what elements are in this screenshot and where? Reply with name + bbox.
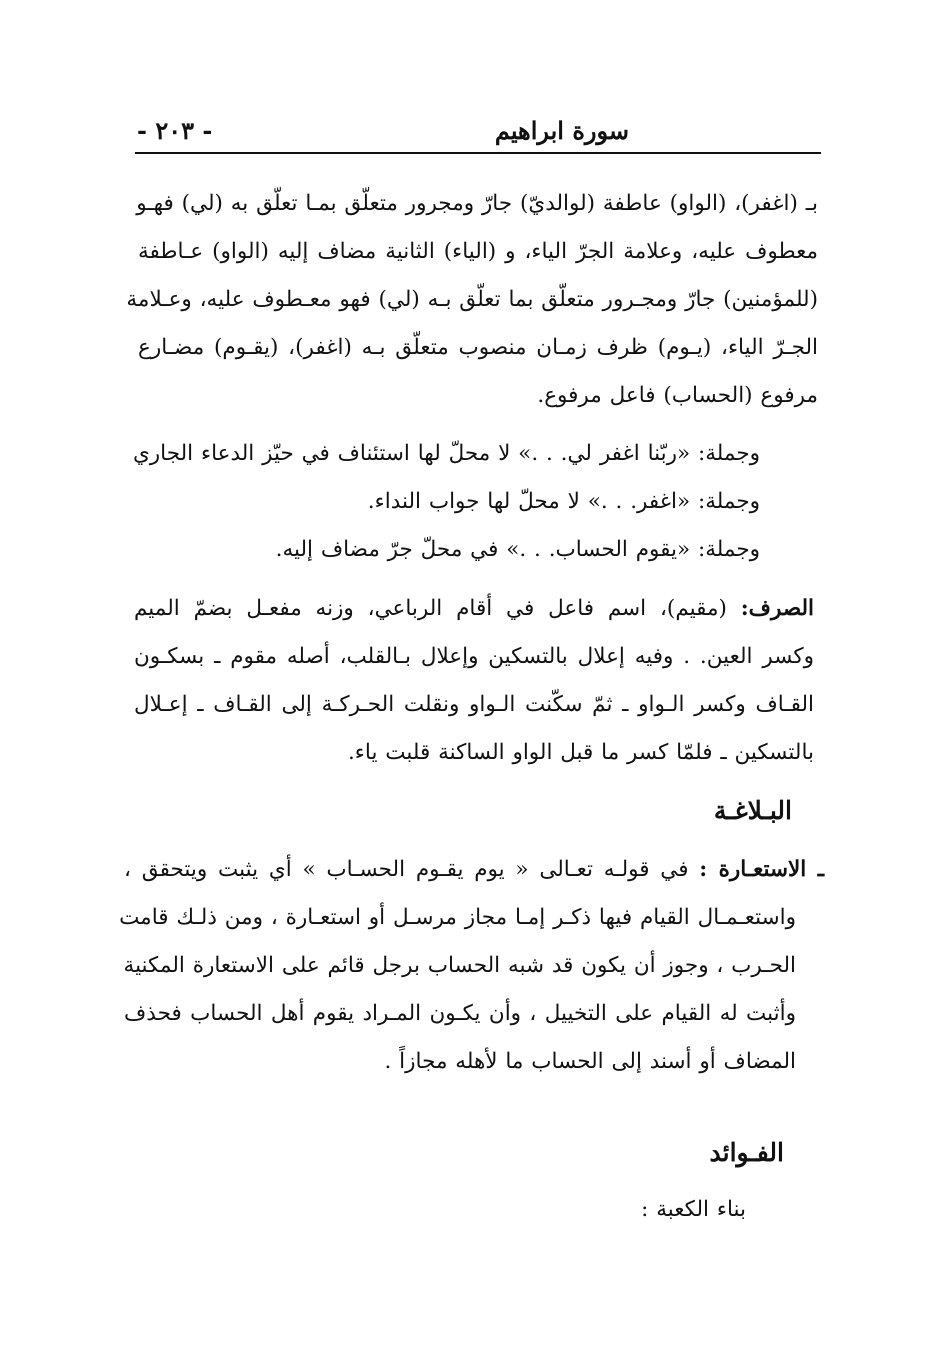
text-line: ـ الاستعـارة : في قولـه تعـالى « يوم يقـوم الحسـاب » أي يثبت ويتحقق ، — [124, 857, 824, 882]
surah-title: سورة ابراهيم — [494, 116, 629, 145]
page-number: - ٢٠٣ - — [137, 116, 213, 145]
text-line: الصرف: (مقيم)، اسم فاعل في أقام الرباعي، وزنه مفعـل بضمّ الميم — [134, 596, 814, 621]
sarf-paragraph — [134, 585, 814, 777]
sentence-line: وجملة: «يقوم الحساب. . .» في محلّ جرّ مضاف إليه. — [275, 537, 760, 562]
fawaid-heading: الفـوائد — [709, 1138, 784, 1167]
sentences-block — [132, 430, 760, 574]
text-line: بالتسكين ـ فلمّا كسر ما قبل الواو الساكنة قلبت ياء. — [347, 740, 814, 765]
text-line: القـاف وكسر الـواو ـ ثمّ سكّنت الـواو ونقلت الحـركـة إلى القـاف ـ إعـلال — [134, 692, 814, 717]
text-line: الحـرب ، وجوز أن يكون قد شبه الحساب برجل قائم على الاستعارة المكنية — [123, 953, 796, 978]
text-line: وكسر العين. . وفيه إعلال بالتسكين وإعلال بـالقلب، أصله مقوم ـ بسكـون — [134, 644, 814, 669]
text-line: الجـرّ الياء، (يـوم) ظرف زمـان منصوب متعلّق بـه (اغفر)، (يقـوم) مضـارع — [138, 335, 818, 360]
text-line: المضاف أو أسند إلى الحساب ما لأهله مجازاً . — [384, 1049, 796, 1074]
sentence-line: وجملة: «ربّنا اغفر لي. . .» لا محلّ لها استئناف في حيّز الدعاء الجاري — [132, 441, 760, 466]
istiara-label: ـ الاستعـارة : — [699, 857, 824, 882]
fawaid-subheading: بناء الكعبة : — [641, 1197, 746, 1222]
text-line: مرفوع (الحساب) فاعل مرفوع. — [537, 383, 818, 408]
page-header — [135, 108, 821, 154]
text-line: بـ (اغفر)، (الواو) عاطفة (لوالديّ) جارّ ومجرور متعلّق بمـا تعلّق به (لي) فهـو — [136, 191, 818, 216]
text-line: معطوف عليه، وعلامة الجرّ الياء، و (الياء) الثانية مضاف إليه (الواو) عـاطفة — [138, 239, 818, 264]
irab-paragraph — [126, 180, 818, 420]
text-line: واستعـمـال القيام فيها ذكـر إمـا مجاز مرسـل أو استعـارة ، ومن ذلـك قامت — [119, 905, 796, 930]
sarf-label: الصرف: — [740, 596, 814, 621]
balagha-paragraph — [119, 846, 824, 1086]
balagha-heading: البـلاغـة — [713, 796, 792, 825]
text-line: وأثبت له القيام على التخييل ، وأن يكـون المـراد يقوم أهل الحساب فحذف — [124, 1001, 796, 1026]
text-line: (للمؤمنين) جارّ ومجـرور متعلّق بما تعلّق بـه (لي) فهو معـطوف عليه، وعـلامة — [126, 287, 818, 312]
sentence-line: وجملة: «اغفر. . .» لا محلّ لها جواب النداء. — [367, 489, 760, 514]
